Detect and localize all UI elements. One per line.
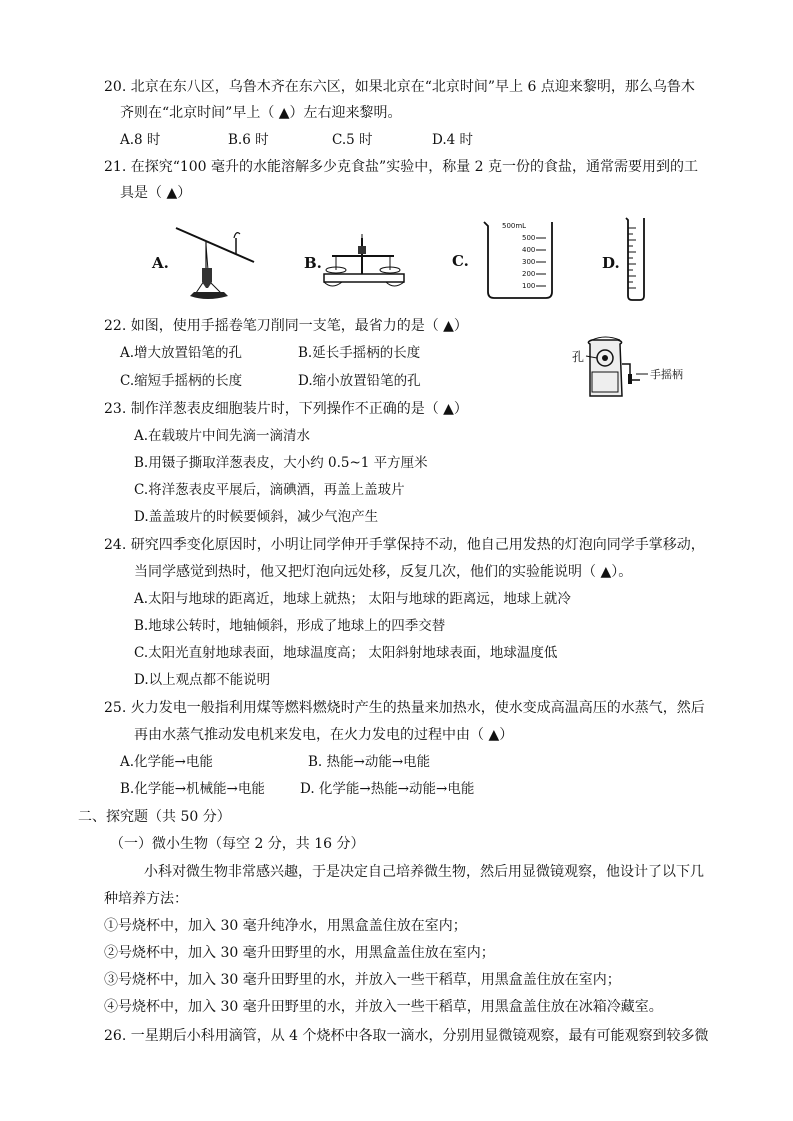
q25-option-a: A.化学能→电能 — [120, 754, 213, 770]
method-3: ③号烧杯中，加入 30 毫升田野里的水，并放入一些干稻草，用黑盒盖住放在室内； — [104, 972, 621, 988]
q24-option-a: A.太阳与地球的距离近，地球上就热； 太阳与地球的距离远，地球上就冷 — [134, 591, 571, 607]
q23-line1: 23. 制作洋葱表皮细胞装片时，下列操作不正确的是（ ▲） — [104, 401, 468, 417]
q20-line1: 20. 北京在东八区，乌鲁木齐在东六区，如果北京在“北京时间”早上 6 点迎来黎明，那么乌鲁木 — [104, 79, 695, 95]
beaker-mark-300: 300 — [522, 258, 536, 266]
q23-option-d: D.盖盖玻片的时候要倾斜，减少气泡产生 — [134, 509, 379, 525]
q22-option-d: D.缩小放置铅笔的孔 — [298, 373, 421, 389]
beaker-mark-200: 200 — [522, 270, 536, 278]
q26-line1: 26. 一星期后小科用滴管，从 4 个烧杯中各取一滴水，分别用显微镜观察，最有可能观察到较多微 — [104, 1028, 709, 1044]
method-1: ①号烧杯中，加入 30 毫升纯净水，用黑盒盖住放在室内； — [104, 918, 467, 934]
figure-b-balance — [302, 228, 412, 298]
q20-option-d: D.4 时 — [432, 132, 474, 148]
q20-option-a: A.8 时 — [120, 132, 161, 148]
q22-option-b: B.延长手摇柄的长度 — [298, 345, 421, 361]
q20-line2: 齐则在“北京时间”早上（ ▲）左右迎来黎明。 — [120, 105, 402, 121]
beaker-mark-100: 100 — [522, 282, 536, 290]
q24-line2: 当同学感觉到热时，他又把灯泡向远处移，反复几次，他们的实验能说明（ ▲）。 — [134, 564, 633, 580]
beaker-mark-500: 500 — [522, 234, 536, 242]
q25-line1: 25. 火力发电一般指利用煤等燃料燃烧时产生的热量来加热水，使水变成高温高压的水蒸气，然后 — [104, 700, 705, 716]
q24-option-c: C.太阳光直射地球表面，地球温度高； 太阳斜射地球表面，地球温度低 — [134, 645, 558, 661]
section2-title: 二、探究题（共 50 分） — [78, 809, 231, 825]
figure-pencil-sharpener — [568, 334, 703, 404]
section2-sub1: （一）微小生物（每空 2 分，共 16 分） — [110, 836, 365, 852]
q21-line2: 具是（ ▲） — [120, 185, 192, 201]
figure-a-label: A. — [152, 254, 169, 272]
q20-option-c: C.5 时 — [332, 132, 373, 148]
method-2: ②号烧杯中，加入 30 毫升田野里的水，用黑盒盖住放在室内； — [104, 945, 495, 961]
q20-option-b: B.6 时 — [228, 132, 269, 148]
figure-d-label: D. — [602, 254, 620, 272]
figure-c-label: C. — [452, 252, 469, 270]
q25-option-d: D. 化学能→热能→动能→电能 — [300, 781, 475, 797]
crank-label: 手摇柄 — [650, 368, 683, 381]
hole-label: 孔 — [572, 350, 585, 364]
q21-line1: 21. 在探究“100 毫升的水能溶解多少克食盐”实验中，称量 2 克一份的食盐，通常需要用到的工 — [104, 159, 699, 175]
q23-option-a: A.在载玻片中间先滴一滴清水 — [134, 428, 311, 444]
method-4: ④号烧杯中，加入 30 毫升田野里的水，并放入一些干稻草，用黑盒盖住放在冰箱冷藏室。 — [104, 999, 663, 1015]
section2-intro-line1: 小科对微生物非常感兴趣，于是决定自己培养微生物，然后用显微镜观察，他设计了以下几 — [144, 864, 704, 880]
graduated-cylinder-icon — [600, 214, 660, 304]
figure-d-cylinder — [600, 214, 660, 304]
q22-option-a: A.增大放置铅笔的孔 — [120, 345, 243, 361]
q23-option-c: C.将洋葱表皮平展后，滴碘酒，再盖上盖玻片 — [134, 482, 405, 498]
figure-c-beaker — [450, 216, 560, 302]
q22-option-c: C.缩短手摇柄的长度 — [120, 373, 243, 389]
q24-line1: 24. 研究四季变化原因时，小明让同学伸开手掌保持不动，他自己用发热的灯泡向同学手掌移动， — [104, 537, 705, 553]
section2-intro-line2: 种培养方法： — [104, 891, 188, 907]
balance-icon — [302, 228, 412, 298]
beaker-mark-400: 400 — [522, 246, 536, 254]
q25-line2: 再由水蒸气推动发电机来发电，在火力发电的过程中由（ ▲） — [134, 727, 514, 743]
steelyard-icon — [150, 218, 260, 306]
q24-option-d: D.以上观点都不能说明 — [134, 672, 271, 688]
pencil-sharpener-icon — [568, 334, 703, 404]
q24-option-b: B.地球公转时，地轴倾斜，形成了地球上的四季交替 — [134, 618, 446, 634]
figure-a-steelyard — [150, 218, 260, 306]
q23-option-b: B.用镊子撕取洋葱表皮，大小约 0.5~1 平方厘米 — [134, 455, 428, 471]
figure-b-label: B. — [304, 254, 322, 272]
q25-option-c: B.化学能→机械能→电能 — [120, 781, 265, 797]
q25-option-b: B. 热能→动能→电能 — [308, 754, 431, 770]
beaker-capacity: 500mL — [502, 222, 527, 230]
q22-line1: 22. 如图，使用手摇卷笔刀削同一支笔，最省力的是（ ▲） — [104, 318, 468, 334]
